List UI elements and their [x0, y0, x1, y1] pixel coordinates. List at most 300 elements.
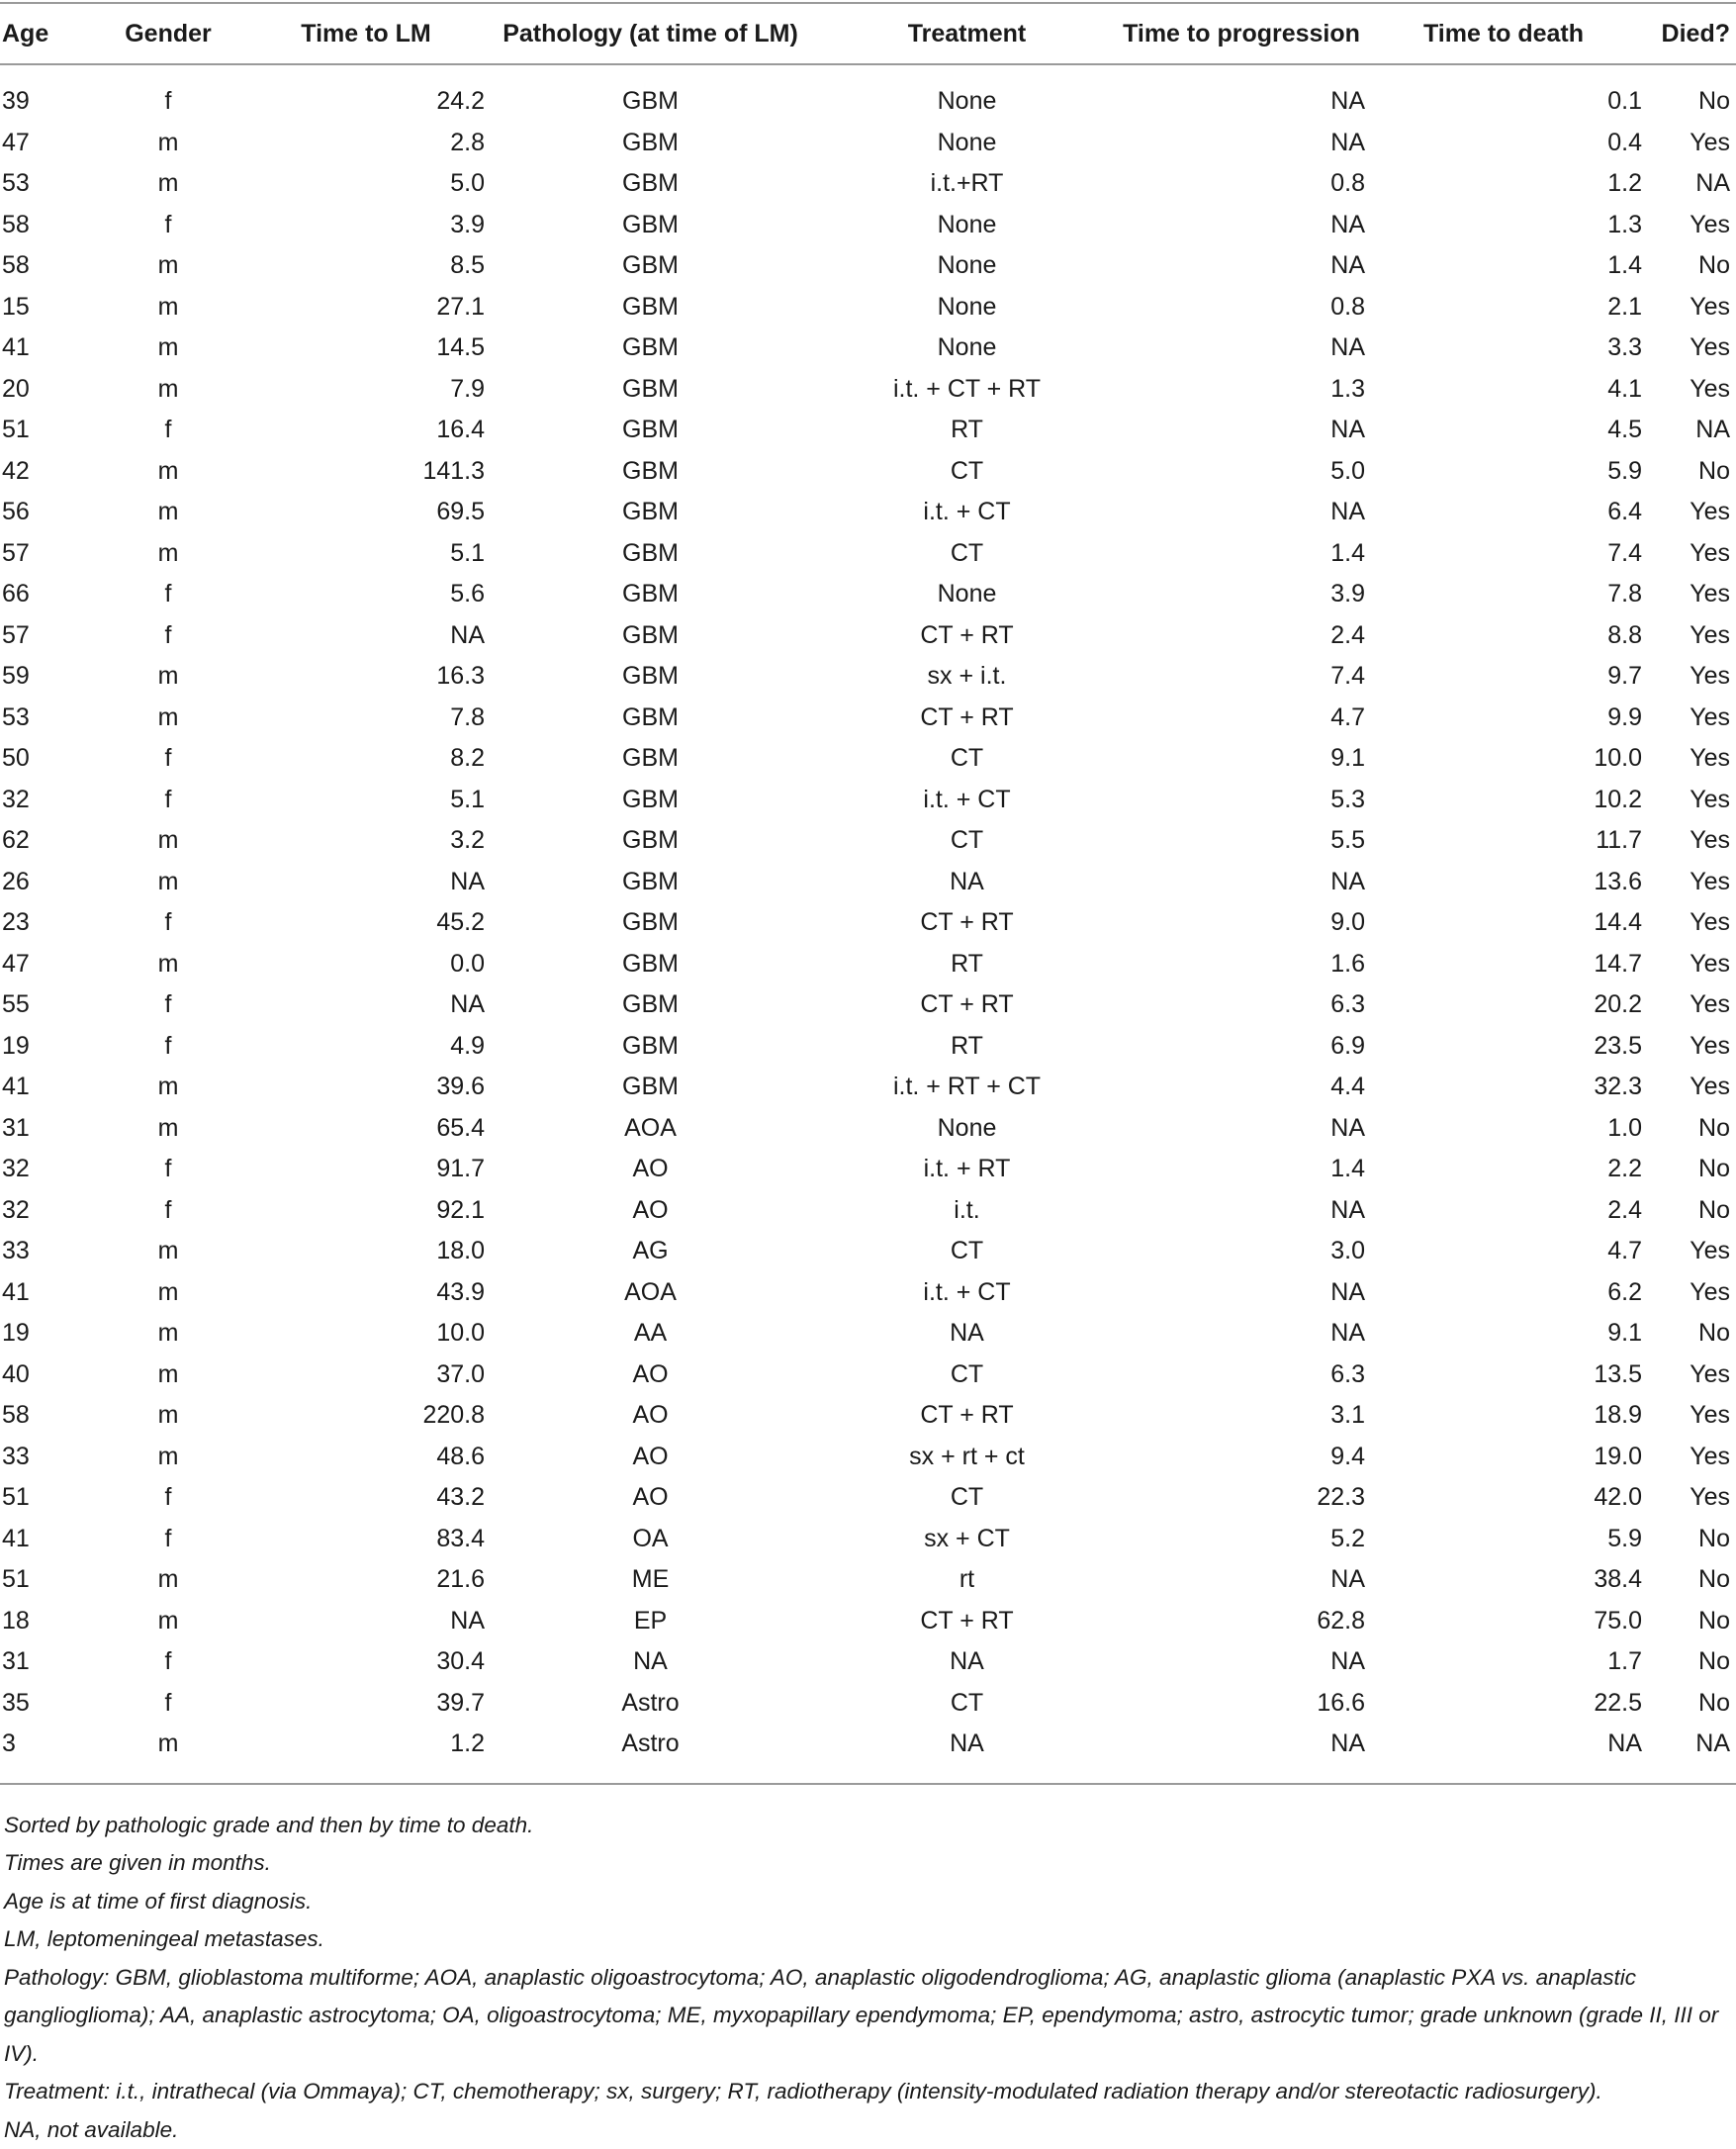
cell-treatment: None [816, 327, 1118, 369]
cell-pathology: OA [485, 1519, 816, 1560]
cell-treatment: sx + CT [816, 1519, 1118, 1560]
cell-time-to-lm: 1.2 [247, 1724, 485, 1783]
table-row [0, 574, 1736, 615]
cell-time-to-death: 1.2 [1365, 163, 1642, 205]
cell-gender: m [89, 369, 247, 411]
cell-pathology: Astro [485, 1724, 816, 1783]
cell-pathology: GBM [485, 245, 816, 287]
cell-died: Yes [1642, 1272, 1736, 1314]
cell-pathology: GBM [485, 451, 816, 493]
cell-age: 33 [0, 1437, 89, 1478]
cell-age: 58 [0, 245, 89, 287]
cell-died: Yes [1642, 1231, 1736, 1272]
table-row [0, 533, 1736, 575]
cell-time-to-progression: 6.3 [1118, 984, 1365, 1026]
cell-pathology: GBM [485, 369, 816, 411]
cell-died: Yes [1642, 1395, 1736, 1437]
cell-time-to-lm: NA [247, 1601, 485, 1642]
cell-gender: m [89, 451, 247, 493]
cell-time-to-death: 14.4 [1365, 902, 1642, 944]
cell-time-to-death: 4.7 [1365, 1231, 1642, 1272]
cell-time-to-death: 75.0 [1365, 1601, 1642, 1642]
cell-gender: m [89, 1395, 247, 1437]
cell-pathology: GBM [485, 902, 816, 944]
cell-gender: m [89, 1231, 247, 1272]
table-row [0, 780, 1736, 821]
cell-time-to-death: 0.1 [1365, 64, 1642, 123]
cell-time-to-lm: 39.6 [247, 1067, 485, 1108]
cell-gender: f [89, 1190, 247, 1232]
cell-died: No [1642, 1683, 1736, 1725]
cell-pathology: GBM [485, 533, 816, 575]
cell-time-to-lm: 91.7 [247, 1149, 485, 1190]
cell-pathology: GBM [485, 656, 816, 698]
cell-gender: m [89, 1601, 247, 1642]
cell-gender: m [89, 123, 247, 164]
cell-died: Yes [1642, 287, 1736, 328]
cell-pathology: GBM [485, 738, 816, 780]
cell-time-to-lm: 65.4 [247, 1108, 485, 1150]
cell-gender: m [89, 656, 247, 698]
cell-died: NA [1642, 163, 1736, 205]
cell-gender: f [89, 64, 247, 123]
cell-time-to-lm: 0.0 [247, 944, 485, 985]
cell-time-to-progression: 1.4 [1118, 1149, 1365, 1190]
cell-pathology: GBM [485, 1067, 816, 1108]
cell-time-to-progression: NA [1118, 862, 1365, 903]
cell-pathology: AO [485, 1355, 816, 1396]
cell-time-to-lm: 39.7 [247, 1683, 485, 1725]
table-header [0, 4, 1736, 64]
cell-treatment: CT + RT [816, 1601, 1118, 1642]
cell-gender: m [89, 698, 247, 739]
cell-time-to-lm: 92.1 [247, 1190, 485, 1232]
cell-time-to-lm: 83.4 [247, 1519, 485, 1560]
cell-gender: f [89, 780, 247, 821]
cell-time-to-lm: 141.3 [247, 451, 485, 493]
cell-died: Yes [1642, 1067, 1736, 1108]
footnote: NA, not available. [4, 2111, 1732, 2149]
cell-gender: m [89, 287, 247, 328]
cell-treatment: i.t. + CT [816, 780, 1118, 821]
cell-age: 42 [0, 451, 89, 493]
cell-time-to-progression: 5.5 [1118, 820, 1365, 862]
cell-treatment: CT + RT [816, 984, 1118, 1026]
cell-gender: f [89, 1026, 247, 1068]
cell-treatment: NA [816, 862, 1118, 903]
cell-time-to-lm: 5.0 [247, 163, 485, 205]
cell-age: 66 [0, 574, 89, 615]
cell-time-to-progression: 9.0 [1118, 902, 1365, 944]
cell-age: 53 [0, 163, 89, 205]
table-row [0, 1272, 1736, 1314]
cell-treatment: i.t. + CT [816, 1272, 1118, 1314]
cell-gender: f [89, 205, 247, 246]
cell-treatment: None [816, 205, 1118, 246]
table-row [0, 1026, 1736, 1068]
table-row [0, 1559, 1736, 1601]
cell-age: 19 [0, 1026, 89, 1068]
cell-age: 3 [0, 1724, 89, 1783]
cell-gender: m [89, 1313, 247, 1355]
cell-gender: f [89, 615, 247, 657]
cell-time-to-lm: 3.9 [247, 205, 485, 246]
cell-time-to-progression: NA [1118, 1559, 1365, 1601]
cell-treatment: CT [816, 533, 1118, 575]
cell-age: 58 [0, 1395, 89, 1437]
cell-age: 32 [0, 1149, 89, 1190]
table-row [0, 862, 1736, 903]
cell-time-to-death: 7.8 [1365, 574, 1642, 615]
cell-age: 15 [0, 287, 89, 328]
cell-treatment: i.t. + CT [816, 492, 1118, 533]
cell-gender: m [89, 1067, 247, 1108]
cell-time-to-death: 13.6 [1365, 862, 1642, 903]
cell-died: No [1642, 1313, 1736, 1355]
cell-time-to-progression: 3.9 [1118, 574, 1365, 615]
cell-age: 20 [0, 369, 89, 411]
cell-died: No [1642, 1519, 1736, 1560]
cell-time-to-lm: 7.9 [247, 369, 485, 411]
cell-age: 19 [0, 1313, 89, 1355]
table-row [0, 287, 1736, 328]
cell-pathology: ME [485, 1559, 816, 1601]
cell-gender: f [89, 1519, 247, 1560]
cell-time-to-death: 9.1 [1365, 1313, 1642, 1355]
cell-time-to-progression: 9.1 [1118, 738, 1365, 780]
cell-died: Yes [1642, 574, 1736, 615]
cell-pathology: GBM [485, 984, 816, 1026]
cell-age: 41 [0, 1519, 89, 1560]
cell-pathology: GBM [485, 615, 816, 657]
cell-treatment: CT + RT [816, 615, 1118, 657]
cell-time-to-lm: 5.1 [247, 780, 485, 821]
cell-time-to-death: 23.5 [1365, 1026, 1642, 1068]
footnote: Age is at time of first diagnosis. [4, 1883, 1732, 1921]
table-row [0, 1108, 1736, 1150]
cell-pathology: GBM [485, 64, 816, 123]
cell-died: Yes [1642, 984, 1736, 1026]
cell-time-to-progression: 5.3 [1118, 780, 1365, 821]
cell-died: Yes [1642, 698, 1736, 739]
cell-died: Yes [1642, 205, 1736, 246]
cell-gender: m [89, 533, 247, 575]
cell-pathology: GBM [485, 492, 816, 533]
cell-time-to-death: 9.7 [1365, 656, 1642, 698]
footnote: Sorted by pathologic grade and then by time to death. [4, 1807, 1732, 1845]
cell-time-to-death: 1.7 [1365, 1641, 1642, 1683]
header-time-to-lm: Time to LM [247, 4, 485, 64]
table-row [0, 369, 1736, 411]
table-row [0, 410, 1736, 451]
cell-time-to-progression: NA [1118, 1272, 1365, 1314]
cell-treatment: sx + i.t. [816, 656, 1118, 698]
cell-time-to-death: 4.5 [1365, 410, 1642, 451]
footnote: Times are given in months. [4, 1844, 1732, 1883]
cell-time-to-death: 20.2 [1365, 984, 1642, 1026]
cell-time-to-lm: 21.6 [247, 1559, 485, 1601]
cell-time-to-progression: 16.6 [1118, 1683, 1365, 1725]
cell-gender: f [89, 902, 247, 944]
cell-age: 47 [0, 123, 89, 164]
table-row [0, 698, 1736, 739]
cell-pathology: NA [485, 1641, 816, 1683]
cell-time-to-death: 38.4 [1365, 1559, 1642, 1601]
cell-time-to-progression: 6.3 [1118, 1355, 1365, 1396]
cell-time-to-death: 4.1 [1365, 369, 1642, 411]
cell-time-to-lm: 4.9 [247, 1026, 485, 1068]
cell-died: NA [1642, 1724, 1736, 1783]
cell-treatment: RT [816, 410, 1118, 451]
cell-time-to-progression: 4.7 [1118, 698, 1365, 739]
cell-age: 31 [0, 1108, 89, 1150]
table-row [0, 1519, 1736, 1560]
cell-treatment: None [816, 574, 1118, 615]
table-row [0, 820, 1736, 862]
cell-gender: f [89, 1149, 247, 1190]
cell-pathology: AA [485, 1313, 816, 1355]
cell-time-to-death: 1.4 [1365, 245, 1642, 287]
cell-time-to-death: 10.2 [1365, 780, 1642, 821]
cell-age: 26 [0, 862, 89, 903]
cell-died: Yes [1642, 533, 1736, 575]
cell-age: 51 [0, 410, 89, 451]
cell-time-to-lm: 7.8 [247, 698, 485, 739]
cell-time-to-death: 6.4 [1365, 492, 1642, 533]
cell-treatment: i.t. + RT [816, 1149, 1118, 1190]
cell-gender: f [89, 1641, 247, 1683]
cell-died: Yes [1642, 327, 1736, 369]
cell-time-to-lm: 10.0 [247, 1313, 485, 1355]
cell-time-to-lm: 3.2 [247, 820, 485, 862]
cell-time-to-lm: 43.2 [247, 1477, 485, 1519]
cell-pathology: AG [485, 1231, 816, 1272]
cell-time-to-progression: NA [1118, 1641, 1365, 1683]
cell-treatment: CT [816, 1683, 1118, 1725]
cell-age: 32 [0, 780, 89, 821]
cell-pathology: AO [485, 1437, 816, 1478]
cell-age: 33 [0, 1231, 89, 1272]
cell-died: Yes [1642, 369, 1736, 411]
table-row [0, 1067, 1736, 1108]
cell-died: No [1642, 1601, 1736, 1642]
cell-pathology: AO [485, 1149, 816, 1190]
cell-time-to-progression: 1.4 [1118, 533, 1365, 575]
cell-time-to-death: 9.9 [1365, 698, 1642, 739]
table-row [0, 1477, 1736, 1519]
table-row [0, 1437, 1736, 1478]
table-row [0, 1149, 1736, 1190]
cell-time-to-lm: 16.4 [247, 410, 485, 451]
header-age: Age [0, 4, 89, 64]
cell-time-to-lm: 5.6 [247, 574, 485, 615]
cell-time-to-lm: 2.8 [247, 123, 485, 164]
cell-treatment: sx + rt + ct [816, 1437, 1118, 1478]
cell-age: 62 [0, 820, 89, 862]
table-row [0, 163, 1736, 205]
cell-died: No [1642, 64, 1736, 123]
table-body [0, 64, 1736, 1783]
cell-time-to-progression: 22.3 [1118, 1477, 1365, 1519]
cell-time-to-death: 42.0 [1365, 1477, 1642, 1519]
cell-time-to-death: 2.1 [1365, 287, 1642, 328]
cell-treatment: CT [816, 1355, 1118, 1396]
cell-gender: f [89, 1683, 247, 1725]
cell-gender: m [89, 944, 247, 985]
cell-age: 58 [0, 205, 89, 246]
cell-time-to-progression: 0.8 [1118, 163, 1365, 205]
cell-time-to-death: 11.7 [1365, 820, 1642, 862]
cell-age: 23 [0, 902, 89, 944]
cell-treatment: NA [816, 1724, 1118, 1783]
cell-pathology: GBM [485, 327, 816, 369]
cell-time-to-lm: 69.5 [247, 492, 485, 533]
cell-time-to-lm: 8.5 [247, 245, 485, 287]
cell-time-to-lm: NA [247, 862, 485, 903]
cell-time-to-death: 6.2 [1365, 1272, 1642, 1314]
footnote: LM, leptomeningeal metastases. [4, 1920, 1732, 1959]
cell-age: 57 [0, 533, 89, 575]
cell-time-to-lm: 30.4 [247, 1641, 485, 1683]
cell-treatment: None [816, 123, 1118, 164]
cell-pathology: AO [485, 1395, 816, 1437]
cell-died: Yes [1642, 492, 1736, 533]
table-row [0, 1313, 1736, 1355]
cell-age: 55 [0, 984, 89, 1026]
cell-time-to-progression: 5.2 [1118, 1519, 1365, 1560]
cell-time-to-lm: 14.5 [247, 327, 485, 369]
cell-died: Yes [1642, 902, 1736, 944]
cell-age: 35 [0, 1683, 89, 1725]
cell-treatment: NA [816, 1641, 1118, 1683]
cell-gender: m [89, 1108, 247, 1150]
header-time-to-death: Time to death [1365, 4, 1642, 64]
cell-treatment: None [816, 64, 1118, 123]
cell-died: Yes [1642, 1477, 1736, 1519]
cell-died: NA [1642, 410, 1736, 451]
cell-pathology: GBM [485, 123, 816, 164]
cell-time-to-death: 3.3 [1365, 327, 1642, 369]
cell-pathology: GBM [485, 205, 816, 246]
cell-died: No [1642, 1559, 1736, 1601]
cell-time-to-progression: NA [1118, 410, 1365, 451]
patient-table [0, 4, 1736, 1783]
cell-time-to-death: 2.2 [1365, 1149, 1642, 1190]
cell-time-to-lm: 24.2 [247, 64, 485, 123]
cell-age: 41 [0, 1272, 89, 1314]
table-row [0, 451, 1736, 493]
cell-pathology: GBM [485, 944, 816, 985]
cell-gender: f [89, 984, 247, 1026]
cell-time-to-lm: 48.6 [247, 1437, 485, 1478]
cell-treatment: CT + RT [816, 698, 1118, 739]
cell-died: Yes [1642, 944, 1736, 985]
cell-pathology: EP [485, 1601, 816, 1642]
cell-treatment: None [816, 1108, 1118, 1150]
cell-treatment: None [816, 245, 1118, 287]
table-row [0, 64, 1736, 123]
table-row [0, 492, 1736, 533]
cell-pathology: AO [485, 1190, 816, 1232]
table-row [0, 245, 1736, 287]
cell-gender: m [89, 327, 247, 369]
cell-time-to-death: 10.0 [1365, 738, 1642, 780]
cell-treatment: CT [816, 1231, 1118, 1272]
cell-time-to-death: 2.4 [1365, 1190, 1642, 1232]
cell-died: Yes [1642, 615, 1736, 657]
cell-time-to-death: 14.7 [1365, 944, 1642, 985]
cell-died: Yes [1642, 656, 1736, 698]
cell-time-to-progression: NA [1118, 205, 1365, 246]
cell-gender: f [89, 574, 247, 615]
cell-age: 18 [0, 1601, 89, 1642]
cell-age: 31 [0, 1641, 89, 1683]
cell-time-to-progression: NA [1118, 1724, 1365, 1783]
cell-time-to-lm: 8.2 [247, 738, 485, 780]
cell-time-to-progression: 5.0 [1118, 451, 1365, 493]
cell-time-to-progression: 3.0 [1118, 1231, 1365, 1272]
cell-time-to-progression: 0.8 [1118, 287, 1365, 328]
cell-pathology: GBM [485, 698, 816, 739]
cell-died: Yes [1642, 123, 1736, 164]
cell-died: No [1642, 245, 1736, 287]
table-row [0, 205, 1736, 246]
cell-gender: m [89, 492, 247, 533]
cell-age: 50 [0, 738, 89, 780]
cell-pathology: AOA [485, 1108, 816, 1150]
cell-pathology: Astro [485, 1683, 816, 1725]
cell-died: Yes [1642, 820, 1736, 862]
cell-time-to-lm: 16.3 [247, 656, 485, 698]
cell-time-to-lm: NA [247, 984, 485, 1026]
cell-time-to-death: 7.4 [1365, 533, 1642, 575]
cell-gender: m [89, 1559, 247, 1601]
table-row [0, 1395, 1736, 1437]
table-row [0, 1601, 1736, 1642]
cell-gender: m [89, 862, 247, 903]
cell-time-to-death: NA [1365, 1724, 1642, 1783]
table-row [0, 738, 1736, 780]
cell-time-to-lm: 43.9 [247, 1272, 485, 1314]
cell-died: Yes [1642, 1437, 1736, 1478]
cell-time-to-progression: NA [1118, 492, 1365, 533]
table-row [0, 123, 1736, 164]
table-container [0, 2, 1736, 2149]
cell-pathology: AO [485, 1477, 816, 1519]
cell-time-to-lm: 5.1 [247, 533, 485, 575]
cell-gender: m [89, 245, 247, 287]
table-row [0, 1724, 1736, 1783]
cell-time-to-progression: 7.4 [1118, 656, 1365, 698]
cell-time-to-progression: 4.4 [1118, 1067, 1365, 1108]
table-row [0, 944, 1736, 985]
cell-age: 51 [0, 1559, 89, 1601]
cell-pathology: GBM [485, 1026, 816, 1068]
cell-time-to-death: 32.3 [1365, 1067, 1642, 1108]
cell-time-to-progression: NA [1118, 64, 1365, 123]
cell-gender: f [89, 738, 247, 780]
table-row [0, 1683, 1736, 1725]
cell-treatment: None [816, 287, 1118, 328]
cell-died: Yes [1642, 1355, 1736, 1396]
footnote: Pathology: GBM, glioblastoma multiforme; AOA, anaplastic oligoastrocytoma; AO, anaplastic oligodendroglioma; AG, anaplastic glioma (anaplastic PXA vs. anaplastic ganglioglioma); AA, anaplastic astrocytoma; OA, oligoastrocytoma; ME, myxopapillary ependymoma; EP, ependymoma; astro, astrocytic tumor; grade unknown (grade II, III or IV). [4, 1959, 1732, 2074]
table-row [0, 1231, 1736, 1272]
cell-time-to-death: 22.5 [1365, 1683, 1642, 1725]
cell-gender: f [89, 410, 247, 451]
cell-gender: m [89, 1724, 247, 1783]
cell-treatment: CT + RT [816, 902, 1118, 944]
cell-treatment: CT [816, 1477, 1118, 1519]
